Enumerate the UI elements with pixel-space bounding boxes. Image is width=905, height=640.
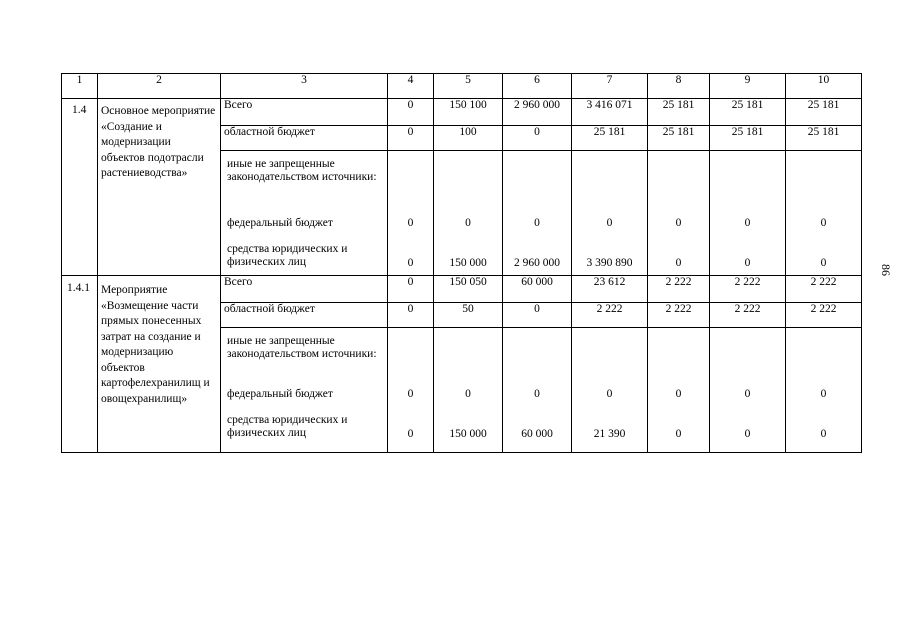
value-cell [710,151,786,276]
value-federal: 0 [675,388,682,400]
value-federal: 0 [744,217,751,229]
value-cell: 2 222 [648,276,710,303]
value-cell [434,328,503,453]
value-legal: 150 000 [449,428,487,440]
source-label: федеральный бюджет [227,388,333,400]
value-cell: 2 222 [786,303,862,328]
value-cell [572,328,648,453]
other-sources-cell [221,328,388,453]
value-cell [434,151,503,276]
value-legal: 60 000 [521,428,553,440]
value-federal: 0 [606,217,613,229]
value-cell [388,328,434,453]
value-cell: 60 000 [503,276,572,303]
value-legal: 0 [675,257,682,269]
value-federal: 0 [465,388,471,400]
value-legal: 0 [675,428,682,440]
page-number: 86 [879,264,893,276]
activity-name: Основное мероприятие «Создание и модернизации объектов подотрасли растениеводства» [98,99,221,276]
header-cell: 1 [62,74,98,99]
header-cell: 9 [710,74,786,99]
value-federal: 0 [407,388,414,400]
value-cell: 25 181 [710,99,786,126]
header-cell: 5 [434,74,503,99]
value-cell [648,328,710,453]
value-cell: 2 960 000 [503,99,572,126]
value-legal: 0 [407,428,414,440]
value-cell: 2 222 [710,303,786,328]
value-legal: 3 390 890 [586,257,633,269]
value-cell: 150 050 [434,276,503,303]
value-federal: 0 [820,217,827,229]
source-label: средства юридических и физических лиц [227,414,348,439]
value-cell [572,151,648,276]
value-cell: 0 [388,126,434,151]
source-label: федеральный бюджет [227,217,333,229]
value-cell [388,151,434,276]
source-label: Всего [221,99,388,126]
other-sources-label: иные не запрещенные законодательством источники: [227,158,377,183]
value-cell: 23 612 [572,276,648,303]
header-cell: 4 [388,74,434,99]
table-row [62,276,862,303]
source-label: областной бюджет [221,126,388,151]
header-row [62,74,862,99]
value-cell: 0 [388,276,434,303]
value-cell: 0 [388,303,434,328]
value-federal: 0 [407,217,414,229]
value-cell: 50 [434,303,503,328]
value-cell: 2 222 [786,276,862,303]
value-cell [503,328,572,453]
value-legal: 0 [744,428,751,440]
value-legal: 21 390 [593,428,626,440]
header-cell: 7 [572,74,648,99]
value-cell [648,151,710,276]
table-row [62,99,862,126]
value-cell: 100 [434,126,503,151]
value-cell: 2 222 [648,303,710,328]
activity-code: 1.4 [62,99,98,276]
value-cell: 0 [503,303,572,328]
value-federal: 0 [606,388,613,400]
source-label: областной бюджет [221,303,388,328]
value-federal: 0 [534,217,540,229]
source-label: средства юридических и физических лиц [227,243,348,268]
value-federal: 0 [675,217,682,229]
budget-table [61,73,862,453]
value-cell: 2 222 [710,276,786,303]
value-cell [786,328,862,453]
header-cell: 8 [648,74,710,99]
other-sources-cell [221,151,388,276]
value-cell: 0 [388,99,434,126]
value-cell: 25 181 [648,126,710,151]
value-legal: 0 [820,257,827,269]
activity-name: Мероприятие «Возмещение части прямых понесенных затрат на создание и модернизацию объектов картофелехранилищ и овощехранилищ» [98,276,221,453]
value-legal: 150 000 [449,257,487,269]
header-cell: 10 [786,74,862,99]
value-federal: 0 [534,388,540,400]
other-sources-label: иные не запрещенные законодательством источники: [227,335,377,360]
value-cell: 150 100 [434,99,503,126]
value-cell: 25 181 [710,126,786,151]
value-cell: 25 181 [648,99,710,126]
value-cell: 25 181 [572,126,648,151]
value-cell: 3 416 071 [572,99,648,126]
value-legal: 0 [744,257,751,269]
value-legal: 0 [407,257,414,269]
header-cell: 6 [503,74,572,99]
value-cell: 0 [503,126,572,151]
value-cell [786,151,862,276]
value-cell: 2 222 [572,303,648,328]
value-cell: 25 181 [786,99,862,126]
value-cell: 25 181 [786,126,862,151]
value-cell [503,151,572,276]
header-cell: 2 [98,74,221,99]
value-cell [710,328,786,453]
value-federal: 0 [820,388,827,400]
activity-code: 1.4.1 [62,276,98,453]
value-federal: 0 [465,217,471,229]
value-legal: 0 [820,428,827,440]
header-cell: 3 [221,74,388,99]
value-federal: 0 [744,388,751,400]
value-legal: 2 960 000 [514,257,560,269]
source-label: Всего [221,276,388,303]
